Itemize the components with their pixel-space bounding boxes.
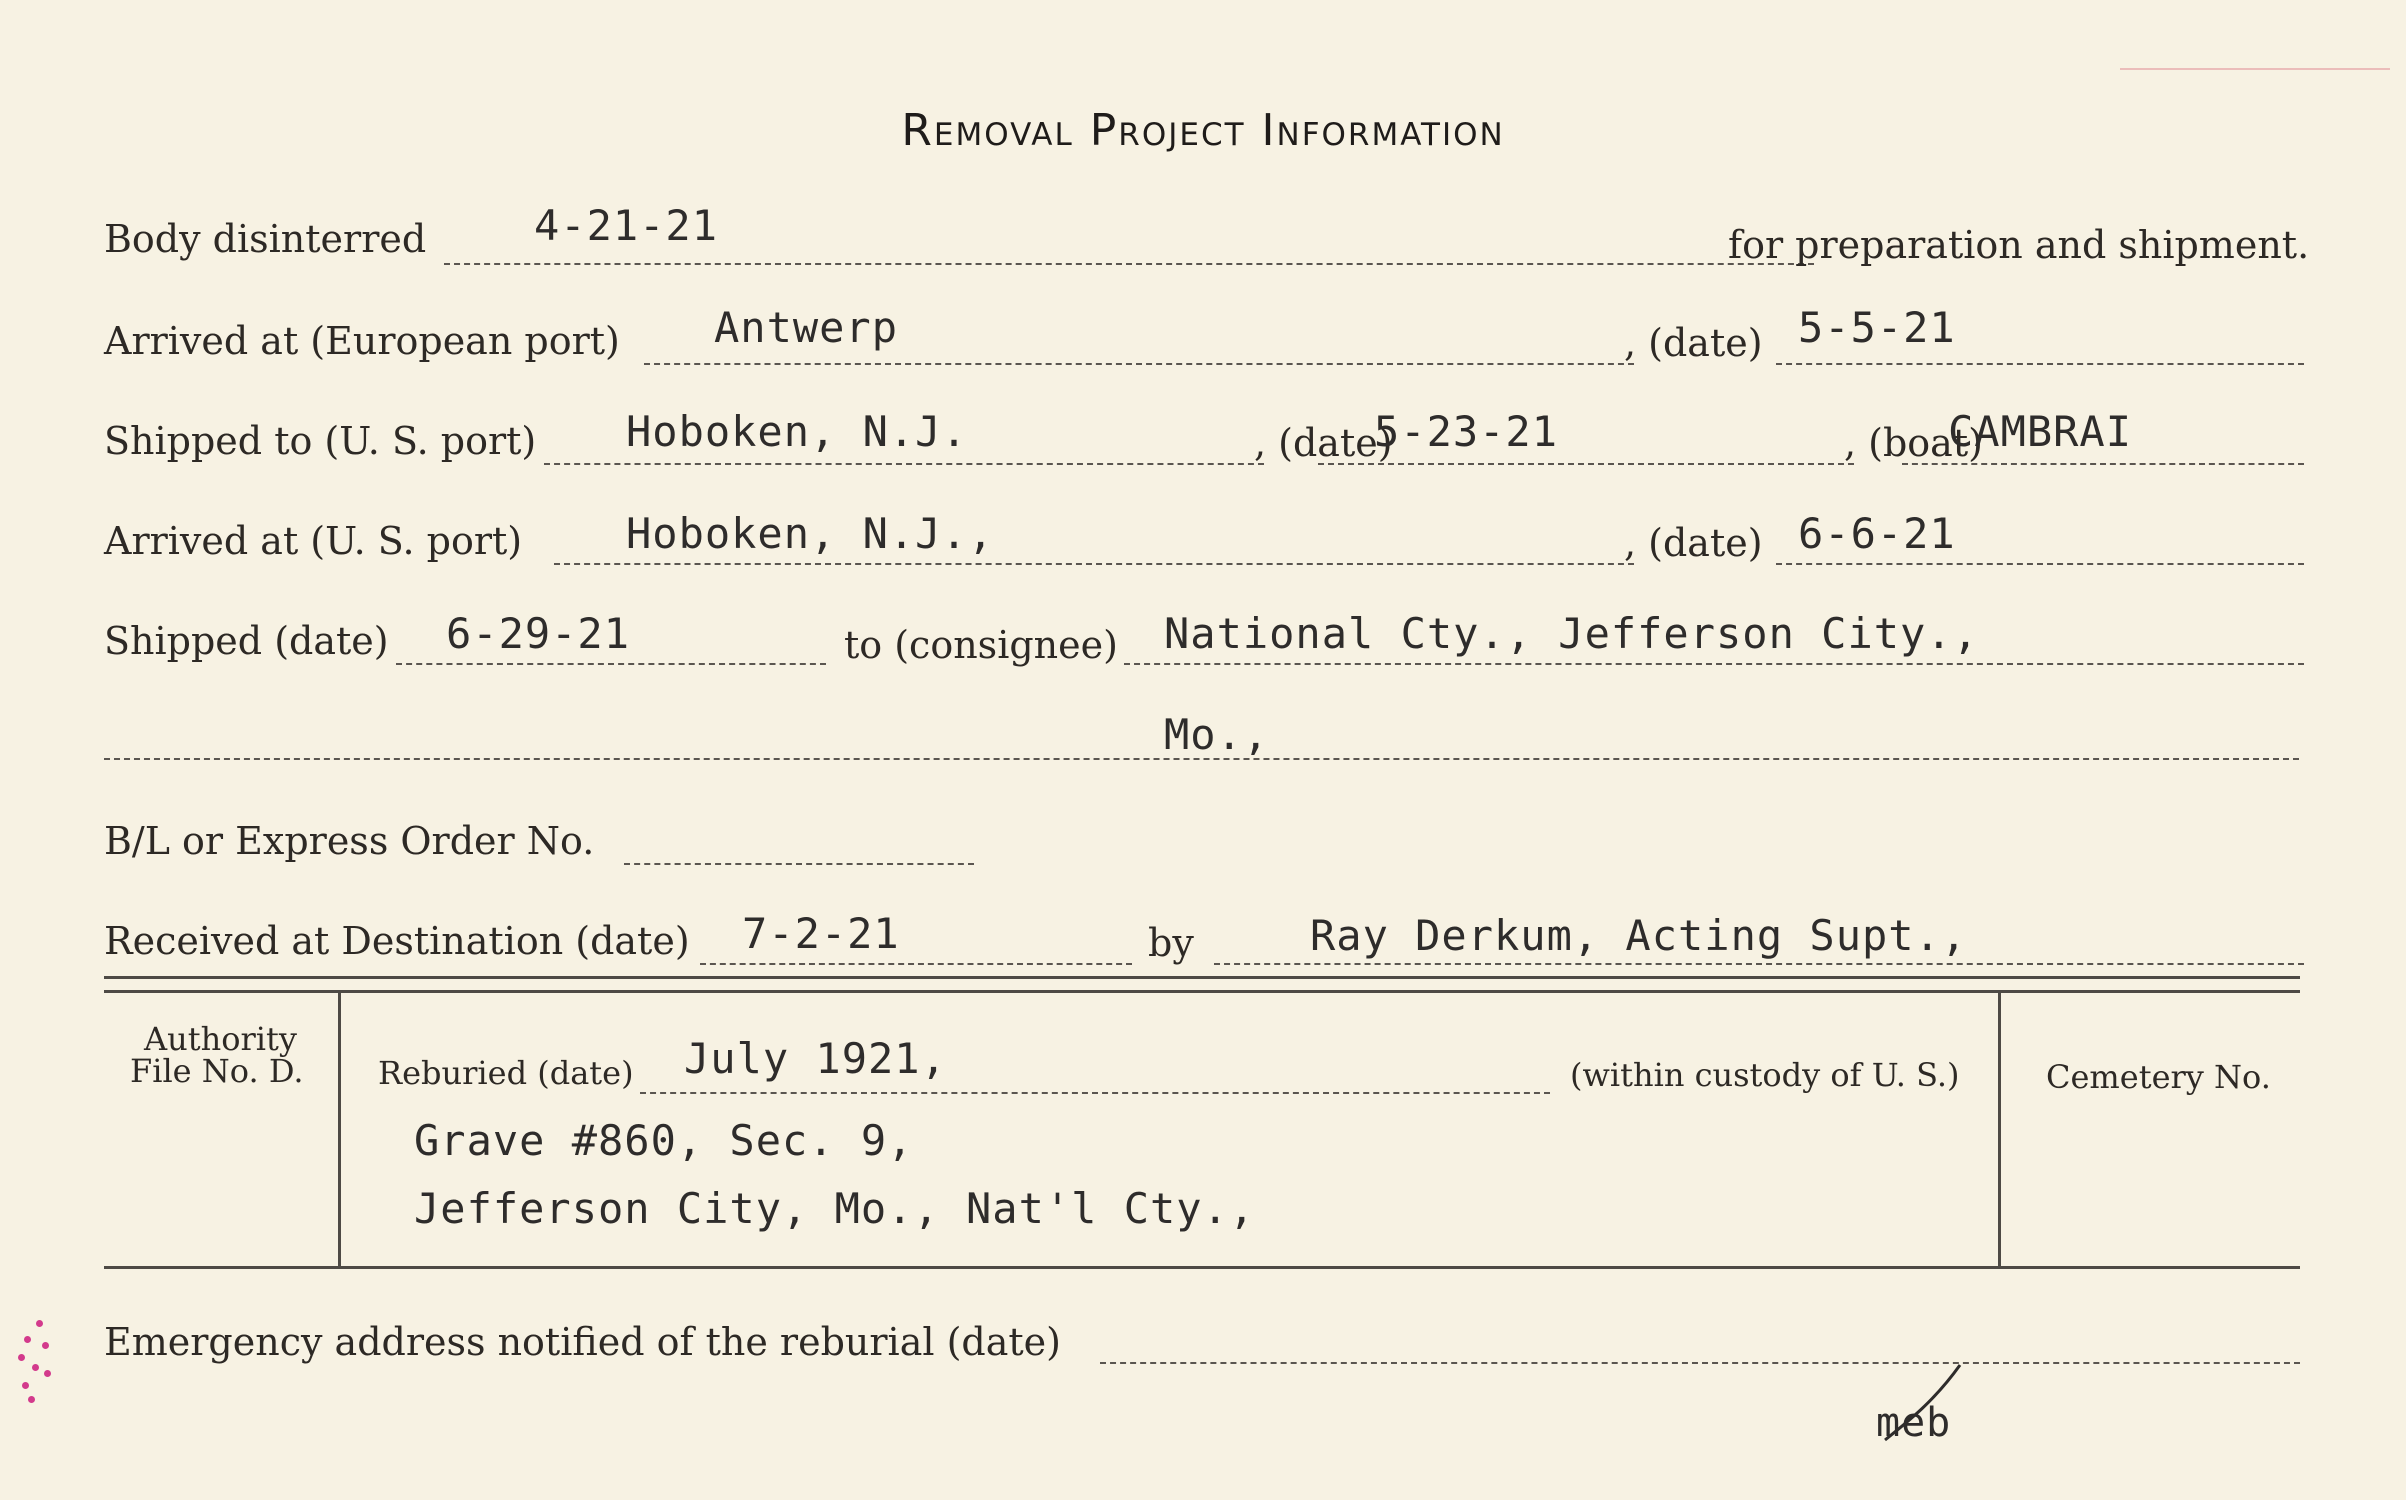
shipped-us-port: Hoboken, N.J. [626, 407, 968, 456]
received-by-line [1214, 963, 2304, 965]
arrived-european-label: Arrived at (European port) [104, 319, 620, 363]
arrived-us-port: Hoboken, N.J., [626, 509, 995, 558]
reburied-grave: Grave #860, Sec. 9, [414, 1116, 914, 1165]
arrived-european-line [644, 363, 1634, 365]
received-date: 7-2-21 [742, 909, 900, 958]
row-body-disinterred [104, 201, 2310, 285]
consignee-label: to (consignee) [844, 623, 1118, 667]
initials-pencil-stroke [1880, 1360, 1970, 1450]
shipped-us-date-line [1318, 463, 1854, 465]
shipped-us-boat: CAMBRAI [1948, 407, 2133, 456]
box-bottom-rule [104, 1266, 2300, 1269]
row-shipped-us [104, 405, 2304, 485]
custody-label: (within custody of U. S.) [1570, 1056, 1960, 1094]
arrived-us-date-line [1776, 563, 2304, 565]
row-consignee-continued [104, 700, 2304, 780]
shipped-us-boat-label: , (boat) [1844, 421, 1983, 465]
arrived-us-label: Arrived at (U. S. port) [104, 519, 523, 563]
pink-pencil-mark [2120, 68, 2390, 70]
arrived-us-line [554, 563, 1634, 565]
received-label: Received at Destination (date) [104, 919, 690, 963]
authority-label-2: File No. D. [130, 1052, 304, 1090]
shipped-us-date-label: , (date) [1254, 421, 1393, 465]
body-disinterred-value: 4-21-21 [534, 201, 719, 250]
row-received [104, 905, 2304, 985]
shipped-us-date: 5-23-21 [1374, 407, 1559, 456]
box-divider-right [1998, 992, 2001, 1266]
emergency-line [1100, 1362, 2300, 1364]
authority-label-1: Authority [144, 1020, 297, 1058]
shipped-date-label: Shipped (date) [104, 619, 389, 663]
reburied-date: July 1921, [684, 1034, 947, 1083]
reburied-line [640, 1092, 1550, 1094]
shipped-us-label: Shipped to (U. S. port) [104, 419, 537, 463]
cemetery-label: Cemetery No. [2046, 1058, 2271, 1096]
received-date-line [700, 963, 1132, 965]
received-by: Ray Derkum, Acting Supt., [1310, 911, 1968, 960]
box-divider-left [338, 992, 341, 1266]
row-bl-order [104, 805, 2304, 885]
box-top-rule-1 [104, 976, 2300, 979]
consignee-line2: Mo., [1164, 710, 1270, 759]
received-by-label: by [1148, 921, 1194, 965]
row-arrived-european [104, 305, 2304, 385]
arrived-european-port: Antwerp [714, 303, 899, 352]
arrived-european-date-label: , (date) [1624, 321, 1763, 365]
shipped-date: 6-29-21 [446, 609, 631, 658]
row-arrived-us [104, 505, 2304, 585]
body-disinterred-line [444, 263, 1814, 265]
body-disinterred-suffix: for preparation and shipment. [1728, 223, 2310, 267]
row-emergency [104, 1318, 2304, 1398]
box-top-rule-2 [104, 990, 2300, 993]
reburied-label: Reburied (date) [378, 1054, 634, 1092]
arrived-us-date-label: , (date) [1624, 521, 1763, 565]
shipped-date-line [396, 663, 826, 665]
clerk-initials: meb [1876, 1400, 1952, 1446]
arrived-european-date-line [1776, 363, 2304, 365]
card-title: Removal Project Information [901, 105, 1505, 156]
row-shipped [104, 605, 2304, 685]
reburied-location: Jefferson City, Mo., Nat'l Cty., [414, 1184, 1256, 1233]
emergency-label: Emergency address notified of the reburial (date) [104, 1320, 1061, 1364]
consignee-line [1124, 663, 2304, 665]
body-disinterred-label: Body disinterred [104, 217, 427, 261]
arrived-european-date: 5-5-21 [1798, 303, 1956, 352]
shipped-us-boat-line [1902, 463, 2304, 465]
bl-order-line [624, 863, 974, 865]
arrived-us-date: 6-6-21 [1798, 509, 1956, 558]
shipped-us-line [544, 463, 1264, 465]
bl-order-label: B/L or Express Order No. [104, 819, 595, 863]
pink-ink-dots [14, 1320, 64, 1410]
consignee-line1: National Cty., Jefferson City., [1164, 609, 1979, 658]
